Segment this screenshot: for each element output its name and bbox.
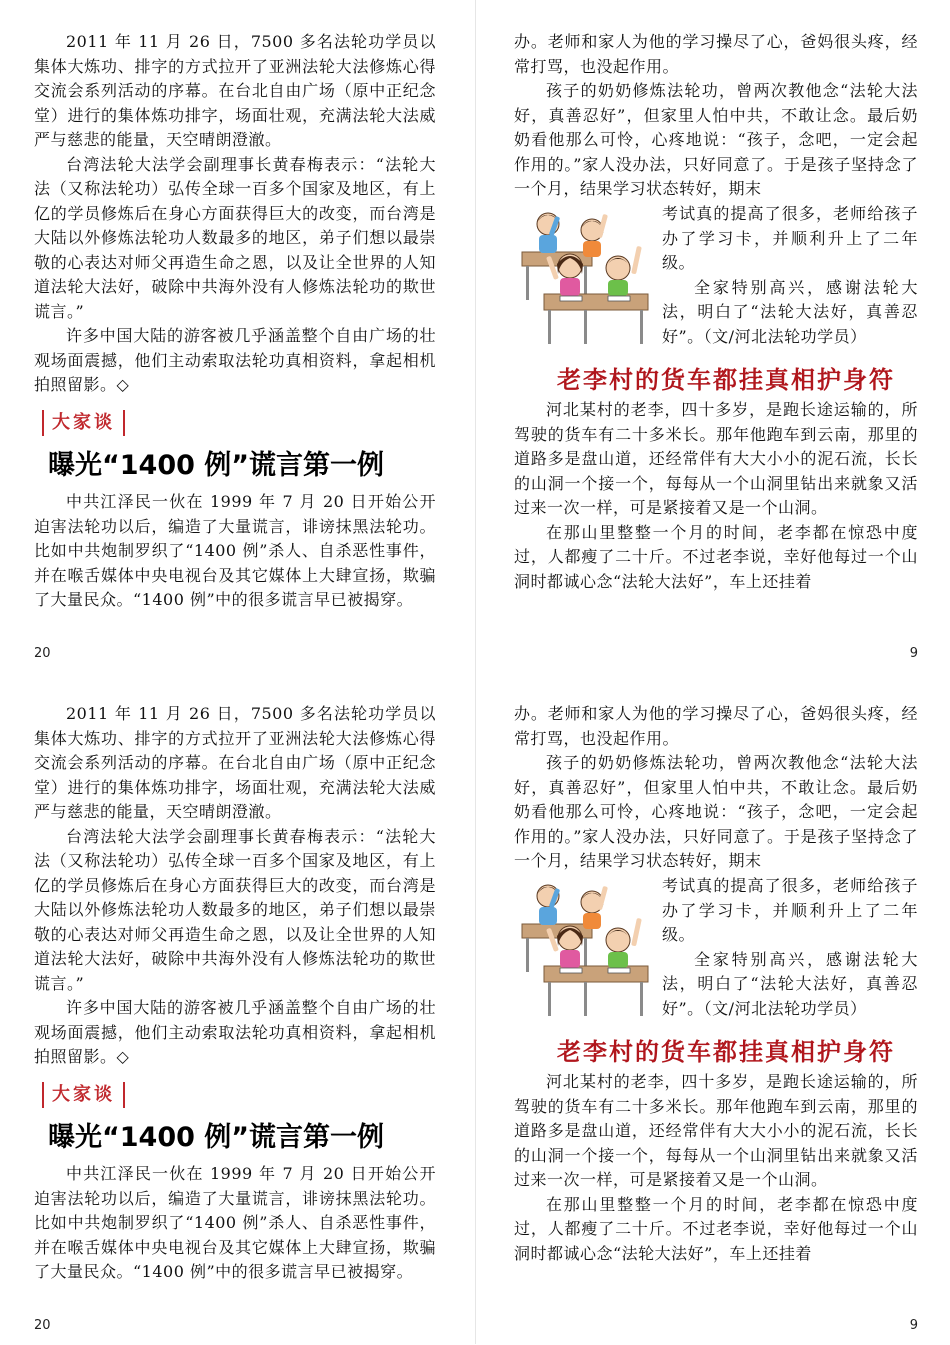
paragraph: 河北某村的老李，四十多岁，是跑长途运输的，所驾驶的货车有二十多米长。那年他跑车到云南，那里的道路多是盘山道，还经常伴有大大小小的泥石流，长长的山洞一个接一个，每每从一个山洞里钻出来就象又活过来一次一样，可是紧接着又是一个山洞。	[514, 400, 918, 517]
paragraph: 办。老师和家人为他的学习操尽了心，爸妈很头疼，经常打骂，也没起作用。	[514, 704, 918, 748]
paragraph: 台湾法轮大法学会副理事长黄春梅表示：“法轮大法（又称法轮功）弘传全球一百多个国家及地区，有上亿的学员修炼后在身心方面获得巨大的改变，而台湾是大陆以外修炼法轮功人数最多的地区，弟子们想以最崇敬的心表达对师父再造生命之恩，以及让全世界的人知道法轮大法好，破除中共海外没有人修炼法轮功的欺世谎言。”	[34, 154, 436, 321]
paragraph: 中共江泽民一伙在 1999 年 7 月 20 日开始公开迫害法轮功以后，编造了大量谎言，诽谤抹黑法轮功。比如中共炮制罗织了“1400 例”杀人、自杀恶性事件，并在喉舌媒体中央电视台及其它媒体上大肆宣扬，欺骗了大量民众。“1400 例”中的很多谎言早已被揭穿。	[34, 1164, 436, 1281]
article-headline: 曝光“1400 例”谎言第一例	[48, 1122, 385, 1153]
spread-top	[0, 0, 950, 672]
paragraph: 台湾法轮大法学会副理事长黄春梅表示：“法轮大法（又称法轮功）弘传全球一百多个国家及地区，有上亿的学员修炼后在身心方面获得巨大的改变，而台湾是大陆以外修炼法轮功人数最多的地区，弟子们想以最崇敬的心表达对师父再造生命之恩，以及让全世界的人知道法轮大法好，破除中共海外没有人修炼法轮功的欺世谎言。”	[34, 826, 436, 993]
page-number: 9	[909, 1318, 918, 1333]
paragraph: 中共江泽民一伙在 1999 年 7 月 20 日开始公开迫害法轮功以后，编造了大量谎言，诽谤抹黑法轮功。比如中共炮制罗织了“1400 例”杀人、自杀恶性事件，并在喉舌媒体中央电视台及其它媒体上大肆宣扬，欺骗了大量民众。“1400 例”中的很多谎言早已被揭穿。	[34, 492, 436, 609]
figure-block	[514, 202, 918, 350]
paragraph: 办。老师和家人为他的学习操尽了心，爸妈很头疼，经常打骂，也没起作用。	[514, 32, 918, 76]
right-article-body	[514, 30, 918, 202]
right-page	[514, 0, 918, 672]
right-article-body-2	[514, 398, 918, 594]
paragraph: 孩子的奶奶修炼法轮功，曾两次教他念“法轮大法好，真善忍好”，但家里人怕中共，不敢让念。最后奶奶看他那么可怜，心疼地说：“孩子，念吧，一定会起作用的。”家人没办法，只好同意了。于是孩子坚持念了一个月，结果学习状态转好，期末	[514, 753, 918, 870]
wrapped-text	[662, 202, 918, 349]
left-article-body	[34, 702, 436, 1070]
paragraph: 2011 年 11 月 26 日，7500 多名法轮功学员以集体大炼功、排字的方式拉开了亚洲法轮大法修炼心得交流会系列活动的序幕。在台北自由广场（原中正纪念堂）进行的集体炼功排字，场面壮观，充满法轮大法威严与慈悲的能量，天空晴朗澄澈。	[34, 704, 436, 821]
left-article-body	[34, 30, 436, 398]
paragraph: 考试真的提高了很多，老师给孩子办了学习卡，并顺利升上了二年级。	[662, 876, 918, 944]
paragraph: 在那山里整整一个月的时间，老李都在惊恐中度过，人都瘦了二十斤。不过老李说，幸好他每过一个山洞时都诚心念“法轮大法好”，车上还挂着	[514, 1194, 918, 1263]
paragraph: 在那山里整整一个月的时间，老李都在惊恐中度过，人都瘦了二十斤。不过老李说，幸好他每过一个山洞时都诚心念“法轮大法好”，车上还挂着	[514, 522, 918, 591]
paragraph: 2011 年 11 月 26 日，7500 多名法轮功学员以集体大炼功、排字的方式拉开了亚洲法轮大法修炼心得交流会系列活动的序幕。在台北自由广场（原中正纪念堂）进行的集体炼功排字，场面壮观，充满法轮大法威严与慈悲的能量，天空晴朗澄澈。	[34, 32, 436, 149]
section-tag: 大家谈	[42, 410, 125, 436]
wrapped-text	[662, 874, 918, 1021]
page-number: 20	[34, 1318, 51, 1333]
classroom-children-illustration	[514, 874, 654, 1019]
right-page	[514, 672, 918, 1344]
left-page	[34, 0, 436, 672]
article-headline-red: 老李村的货车都挂真相护身符	[557, 1037, 895, 1066]
left-page	[34, 672, 436, 1344]
paragraph: 全家特别高兴，感谢法轮大法，明白了“法轮大法好，真善忍好”。（文/河北法轮功学员）	[662, 277, 918, 346]
spread-bottom	[0, 672, 950, 1344]
page-number: 20	[34, 646, 51, 661]
right-article-body-2	[514, 1070, 918, 1266]
page-divider	[475, 672, 476, 1344]
right-article-body	[514, 702, 918, 874]
left-article-body-2	[34, 1162, 436, 1285]
page-divider	[475, 0, 476, 672]
article-headline: 曝光“1400 例”谎言第一例	[48, 450, 385, 481]
paragraph: 全家特别高兴，感谢法轮大法，明白了“法轮大法好，真善忍好”。（文/河北法轮功学员）	[662, 949, 918, 1018]
paragraph: 许多中国大陆的游客被几乎涵盖整个自由广场的壮观场面震撼，他们主动索取法轮功真相资料，拿起相机拍照留影。◇	[34, 326, 436, 394]
paragraph: 孩子的奶奶修炼法轮功，曾两次教他念“法轮大法好，真善忍好”，但家里人怕中共，不敢让念。最后奶奶看他那么可怜，心疼地说：“孩子，念吧，一定会起作用的。”家人没办法，只好同意了。于是孩子坚持念了一个月，结果学习状态转好，期末	[514, 81, 918, 198]
article-headline-red: 老李村的货车都挂真相护身符	[557, 365, 895, 394]
classroom-children-illustration	[514, 202, 654, 347]
figure-block	[514, 874, 918, 1022]
left-article-body-2	[34, 490, 436, 613]
page-number: 9	[909, 646, 918, 661]
paragraph: 河北某村的老李，四十多岁，是跑长途运输的，所驾驶的货车有二十多米长。那年他跑车到云南，那里的道路多是盘山道，还经常伴有大大小小的泥石流，长长的山洞一个接一个，每每从一个山洞里钻出来就象又活过来一次一样，可是紧接着又是一个山洞。	[514, 1072, 918, 1189]
section-tag: 大家谈	[42, 1082, 125, 1108]
paragraph: 考试真的提高了很多，老师给孩子办了学习卡，并顺利升上了二年级。	[662, 204, 918, 272]
paragraph: 许多中国大陆的游客被几乎涵盖整个自由广场的壮观场面震撼，他们主动索取法轮功真相资料，拿起相机拍照留影。◇	[34, 998, 436, 1066]
